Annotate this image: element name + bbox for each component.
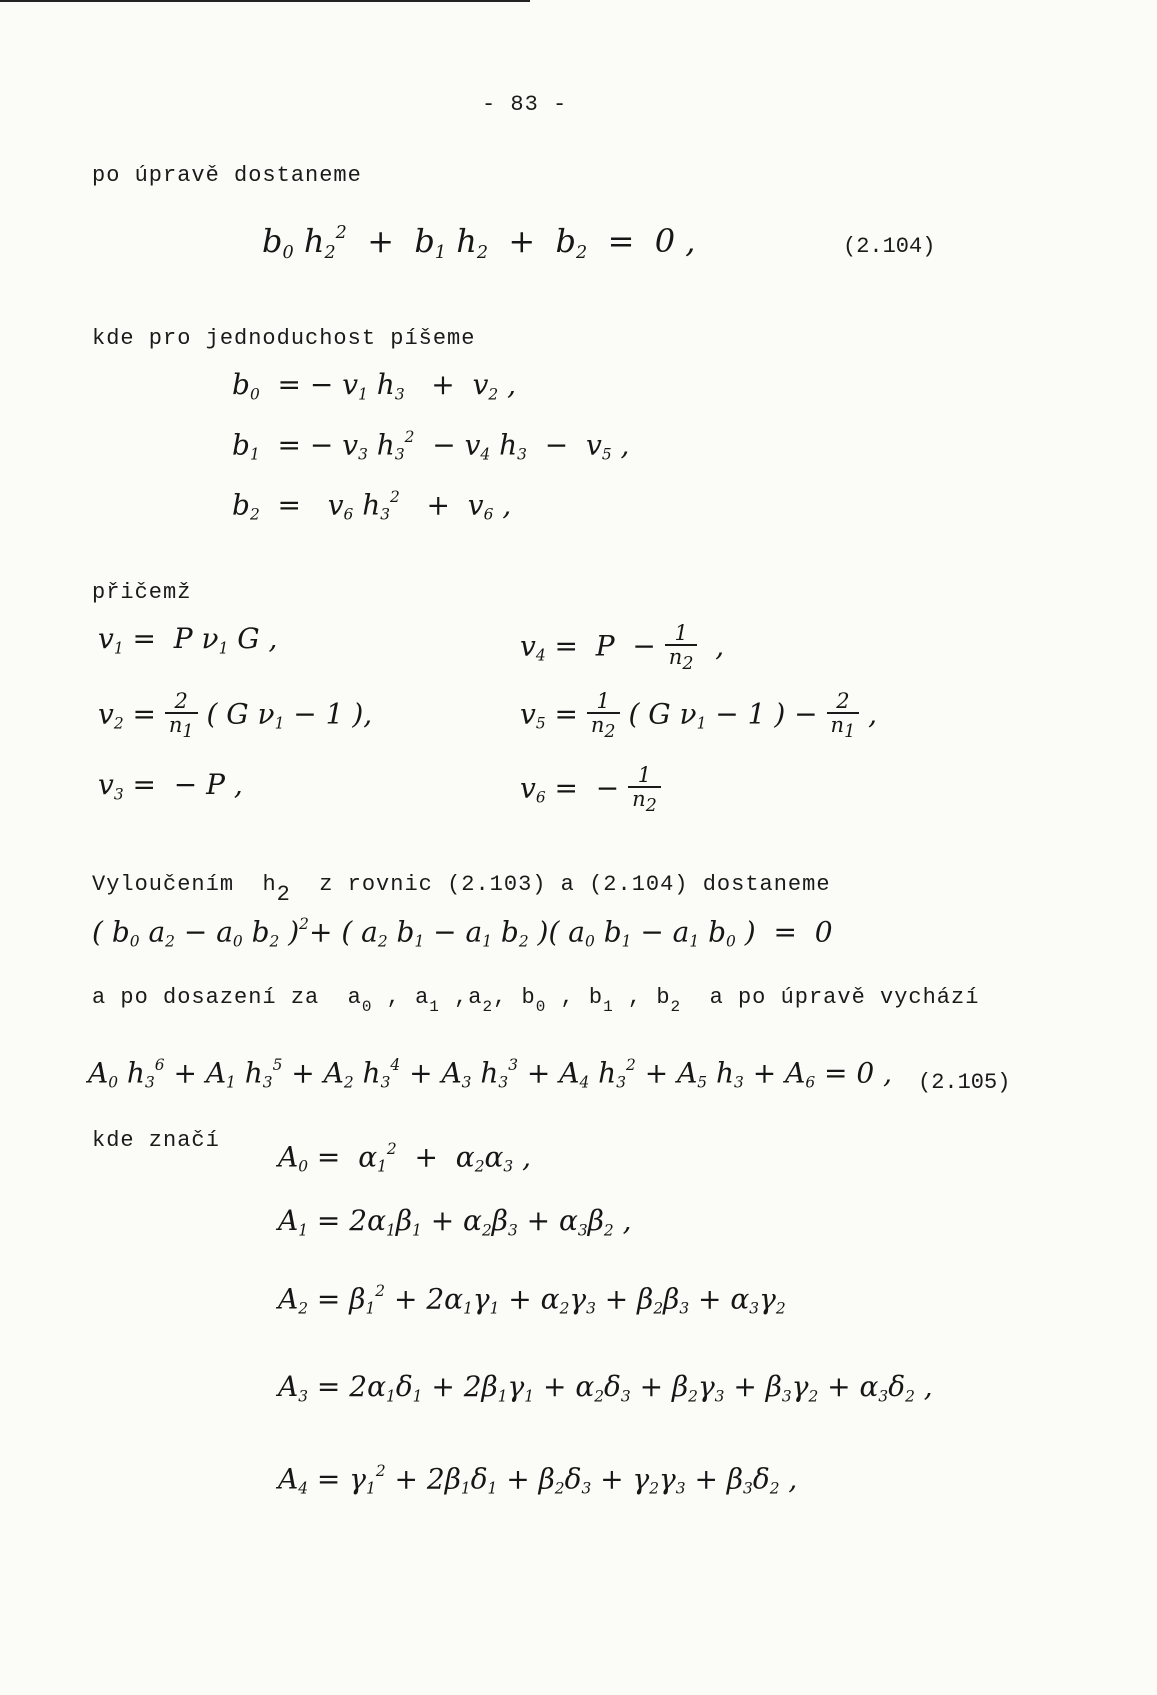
page-number: - 83 - [482, 92, 568, 117]
paragraph-1: po úpravě dostaneme [92, 163, 362, 188]
def-b1: $b_1$ = − $v_3$ $h_3^2 - v_4$ $h_3 - v_5$ , [232, 428, 630, 464]
equation-label-2-104: (2.104) [843, 234, 936, 259]
paragraph-4: Vyloučením h2 z rovnic (2.103) a (2.104) dostaneme [92, 872, 831, 907]
def-v6: $v_6$ = − $\frac{1}{n_2}$ [520, 764, 661, 816]
def-A1: $A_1 = 2\alpha_1\beta_1 + \alpha_2\beta_3 + \alpha_3\beta_2$ , [278, 1204, 632, 1240]
def-A3: $A_3 = 2\alpha_1\delta_1 + 2\beta_1\gamma_1 + \alpha_2\delta_3 + \beta_2\gamma_3 + \beta_3\gamma_2 + \alpha_3\delta_2$ , [278, 1370, 933, 1406]
def-v4: $v_4 = P$ − $\frac{1}{n_2}$ , [520, 621, 725, 675]
def-A2: $A_2 = \beta_1^2 + 2\alpha_1\gamma_1 + \alpha_2\gamma_3 + \beta_2\beta_3 + \alpha_3\gamma_2$ [278, 1282, 786, 1318]
def-v2: $v_2$ = $\frac{2}{n_1}$ ( G $\nu_1 - 1$ ), [98, 689, 373, 743]
paragraph-6: kde značí [92, 1128, 220, 1153]
equation-label-2-105: (2.105) [918, 1070, 1011, 1095]
paragraph-2: kde pro jednoduchost píšeme [92, 326, 476, 351]
def-v1: $v_1 = P$ $\nu_1$ G , [98, 622, 278, 658]
equation-2-104: $b_0$ $h_2^2 + b_1$ $h_2 + b_2 = 0$ , [262, 222, 696, 264]
def-v3: $v_3$ = − P , [98, 768, 243, 804]
paragraph-3: přičemž [92, 580, 192, 605]
def-A4: $A_4 = \gamma_1^2 + 2\beta_1\delta_1 + \beta_2\delta_3 + \gamma_2\gamma_3 + \beta_3\delta_2$ , [278, 1462, 798, 1498]
def-v5: $v_5$ = $\frac{1}{n_2}$ ( G $\nu_1 - 1$ ) − $\frac{2}{n_1}$ , [520, 689, 878, 743]
equation-2-105: $A_0$ $h_3^6 + A_1$ $h_3^5 + A_2$ $h_3^4 + A_3$ $h_3^3 + A_4$ $h_3^2 + A_5$ $h_3 + A_6 = 0$ , [88, 1056, 892, 1092]
def-b2: $b_2 = v_6$ $h_3^2 + v_6$ , [232, 488, 512, 524]
def-b0: $b_0$ = − $v_1$ $h_3 + v_2$ , [232, 368, 516, 404]
equation-eliminant: ( $b_0$ $a_2 - a_0$ $b_2$ )$^2$+ ( $a_2$ $b_1 - a_1$ $b_2$ )( $a_0$ $b_1 - a_1$ $b_0$ ) = 0 [92, 915, 833, 951]
top-rule [0, 0, 530, 2]
paragraph-5: a po dosazení za $a_0$ , $a_1$ $,a_2$, $b_0$ , $b_1$ , $b_2$ a po úpravě vychází [92, 985, 980, 1016]
def-A0: $A_0 = \alpha_1^2 + \alpha_2\alpha_3$ , [278, 1140, 532, 1176]
